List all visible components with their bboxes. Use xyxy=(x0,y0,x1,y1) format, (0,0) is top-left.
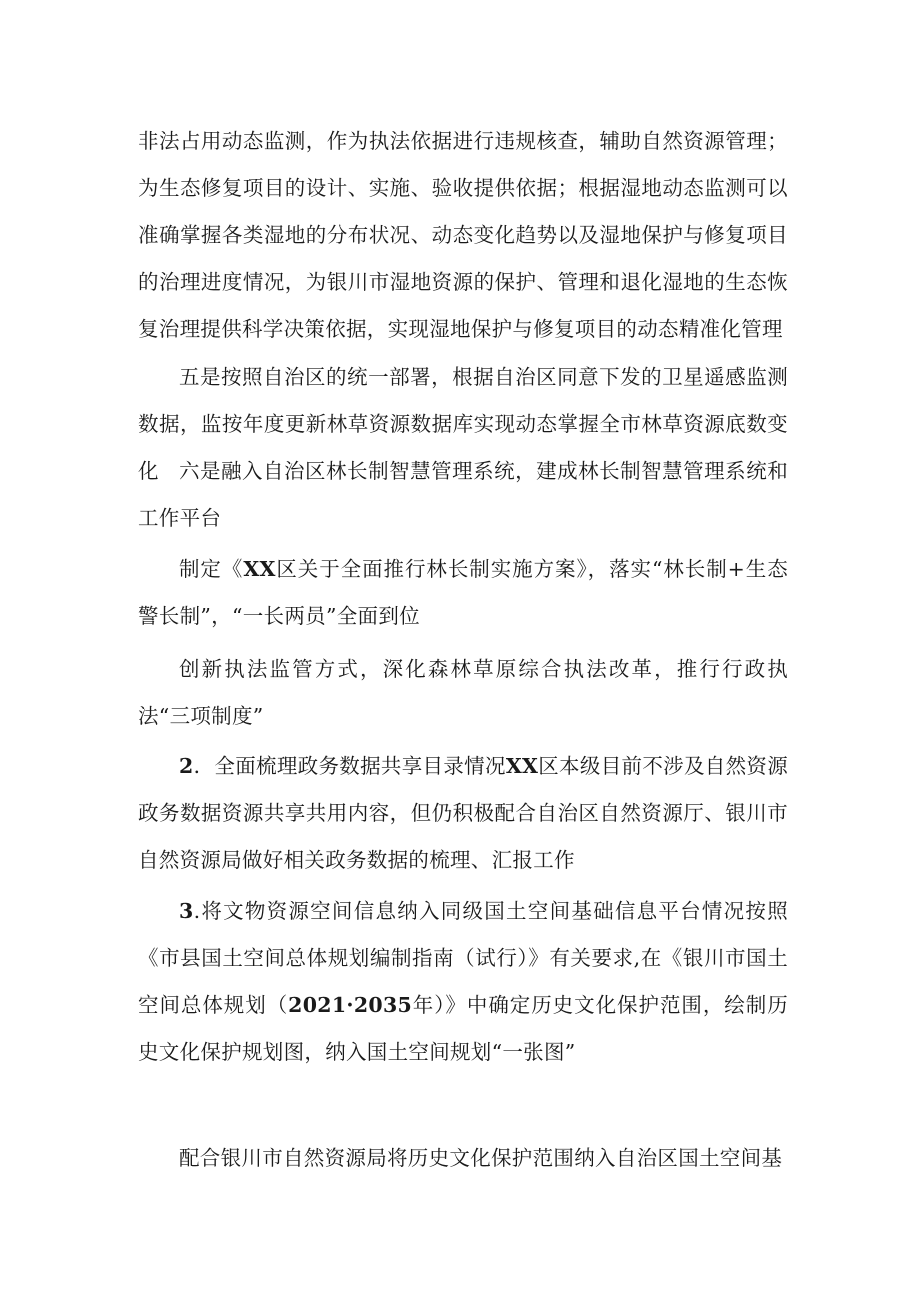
paragraph-forest-chief-plan xyxy=(138,546,788,640)
section-number: 2 xyxy=(179,754,194,778)
paragraph-heritage-protection: 配合银川市自然资源局将历史文化保护范围纳入自治区国土空间基 xyxy=(179,1146,783,1170)
paragraph-item-six: 六是融入自治区林长制智慧管理系统，建成林长制智慧管理系统和工作平台 xyxy=(138,459,788,530)
text-run: 年）》中确定历史文化保护范围，绘制历史文化保护规划图，纳入国土空间规划“一张图” xyxy=(138,993,788,1064)
section-number: 3 xyxy=(179,899,194,923)
text-run: 制定《 xyxy=(179,557,244,581)
text-run-bold: XX xyxy=(505,754,539,778)
paragraph-section-2 xyxy=(138,743,788,884)
text-run: ．全面梳理政务数据共享目录情况 xyxy=(193,754,506,778)
paragraph-item-five: 五是按照自治区的统一部署，根据自治区同意下发的卫星遥感监测数据，监按年度更新林草资源数据库实现动态掌握全市林草资源底数变化 xyxy=(138,365,788,483)
text-run-bold: 2021·2035 xyxy=(288,993,413,1017)
paragraph-enforcement-innovation: 创新执法监管方式，深化森林草原综合执法改革，推行行政执法“三项制度” xyxy=(138,657,788,728)
text-run: .将文物资源空间信息纳入同级国土空间基础信息平台情况按照《市县国土空间总体规划编制指南（试行）》有关要求,在《银川市国土空间总体规划（ xyxy=(138,899,788,1017)
text-run: 区本级目前不涉及自然资源政务数据资源共享共用内容，但仍积极配合自治区自然资源厅、银川市自然资源局做好相关政务数据的梳理、汇报工作 xyxy=(138,754,789,872)
text-run: 区关于全面推行林长制实施方案》，落实“林长制+生态警长制”，“一长两员”全面到位 xyxy=(138,557,789,628)
text-run-bold: XX xyxy=(243,557,276,581)
paragraph-wetland-monitoring: 非法占用动态监测，作为执法依据进行违规核查，辅助自然资源管理；为生态修复项目的设计、实施、验收提供依据；根据湿地动态监测可以准确掌握各类湿地的分布状况、动态变化趋势以及湿地保护与修复项目的治理进度情况，为银川市湿地资源的保护、管理和退化湿地的生态恢复治理提供科学决策依据，实现湿地保护与修复项目的动态精准化管理 xyxy=(138,129,788,341)
paragraph-section-3 xyxy=(138,888,788,1076)
